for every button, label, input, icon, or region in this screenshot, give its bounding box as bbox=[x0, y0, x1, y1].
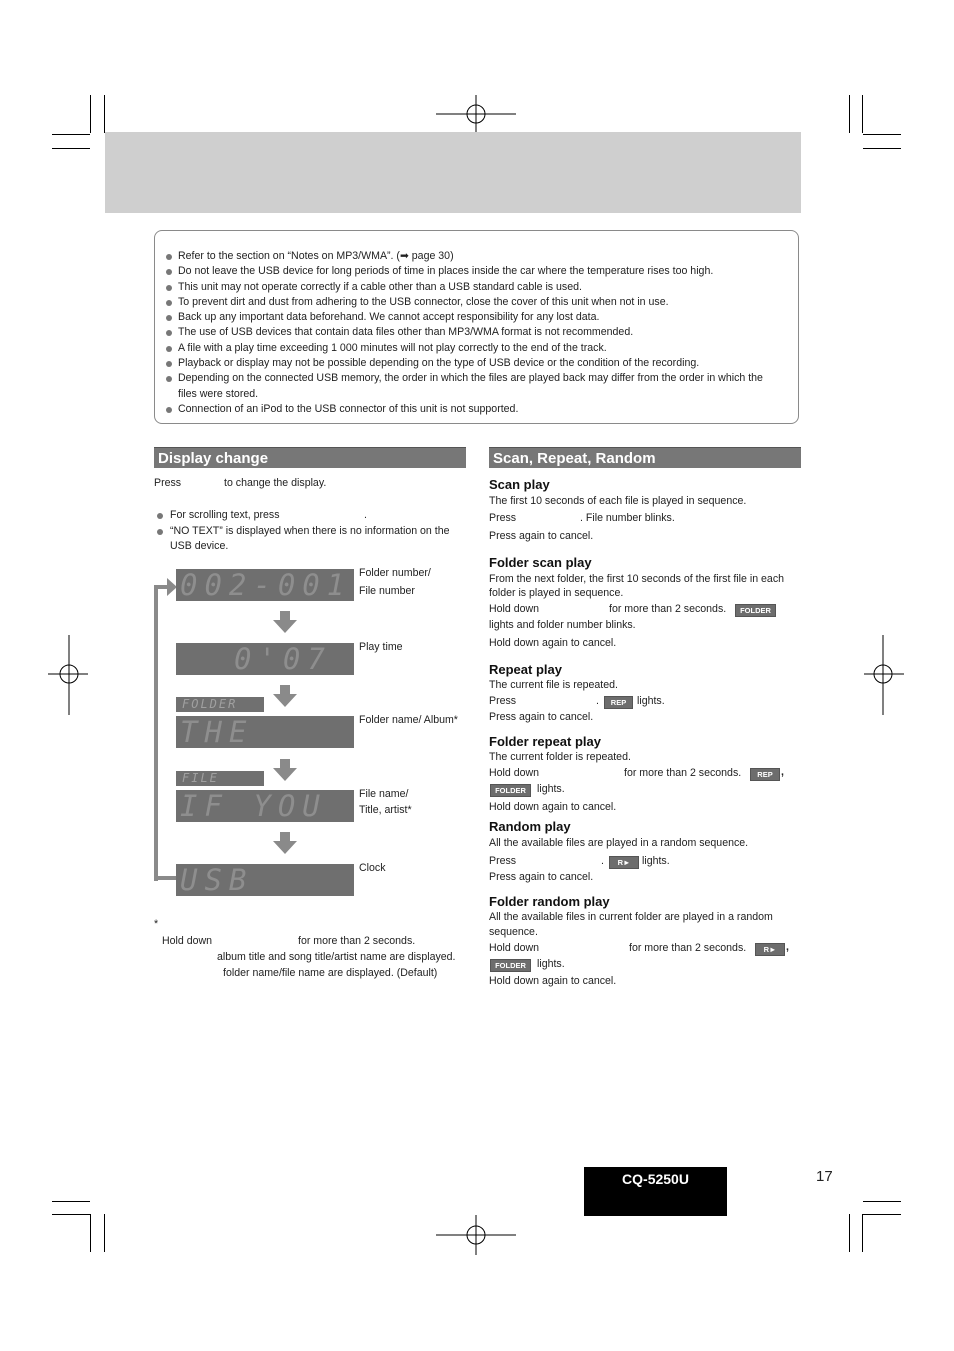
lcd-clock bbox=[176, 864, 354, 896]
random-indicator-badge: R► bbox=[609, 856, 639, 869]
lcd-small-text: FILE bbox=[182, 771, 219, 785]
footnote-duration: for more than 2 seconds. bbox=[298, 935, 416, 947]
note-item: This unit may not operate correctly if a cable other than a USB standard cable is used. bbox=[165, 280, 784, 295]
folder-indicator-badge: FOLDER bbox=[490, 959, 531, 972]
folder-scan-desc-1: From the next folder, the first 10 seconds of the first file in each bbox=[489, 573, 785, 585]
notes-box bbox=[154, 230, 799, 424]
folder-scan-cancel: Hold down again to cancel. bbox=[489, 637, 617, 649]
scan-play-desc: The first 10 seconds of each file is played in sequence. bbox=[489, 495, 747, 507]
footnote-hold-down: Hold down bbox=[162, 935, 213, 947]
note-item: Refer to the section on “Notes on MP3/WMA”. (➡ page 30) bbox=[165, 249, 784, 264]
display-bullet-notext-cont: USB device. bbox=[170, 540, 229, 552]
note-item: A file with a play time exceeding 1 000 minutes will not play correctly to the end of the track. bbox=[165, 341, 784, 356]
lcd-small-text: FOLDER bbox=[182, 697, 238, 711]
cycle-return-arrow bbox=[150, 575, 178, 885]
folder-repeat-comma: , bbox=[781, 766, 784, 778]
label-title-artist: Title, artist* bbox=[359, 804, 412, 816]
repeat-play-title: Repeat play bbox=[489, 662, 562, 677]
folder-random-cancel: Hold down again to cancel. bbox=[489, 975, 617, 987]
scan-play-title: Scan play bbox=[489, 477, 550, 492]
header-band bbox=[105, 132, 801, 213]
lcd-folder-file-number bbox=[176, 569, 354, 601]
folder-random-desc-1: All the available files in current folder are played in a random bbox=[489, 911, 773, 923]
lcd-text: THE bbox=[180, 716, 254, 748]
scan-play-cancel: Press again to cancel. bbox=[489, 530, 594, 542]
folder-repeat-lights: lights. bbox=[537, 783, 565, 795]
lcd-play-time bbox=[176, 643, 354, 675]
registration-mark-top bbox=[436, 95, 516, 135]
folder-indicator-badge: FOLDER bbox=[735, 604, 776, 617]
note-item: Playback or display may not be possible depending on the type of USB device or the condition of the recording. bbox=[165, 356, 784, 371]
display-press-label: Press bbox=[154, 477, 182, 489]
registration-mark-bottom bbox=[436, 1215, 516, 1255]
lcd-folder-name bbox=[176, 716, 354, 748]
folder-scan-title: Folder scan play bbox=[489, 555, 592, 570]
lcd-folder-indicator bbox=[176, 697, 264, 712]
registration-mark-right bbox=[864, 635, 904, 715]
folder-random-comma: , bbox=[786, 941, 789, 953]
down-arrow-icon bbox=[273, 611, 297, 633]
label-play-time: Play time bbox=[359, 641, 403, 653]
random-play-title: Random play bbox=[489, 819, 571, 834]
folder-repeat-cancel: Hold down again to cancel. bbox=[489, 801, 617, 813]
random-play-lights: lights. bbox=[642, 855, 670, 867]
footnote-album-option: album title and song title/artist name are displayed. bbox=[217, 951, 456, 963]
repeat-play-desc: The current file is repeated. bbox=[489, 679, 618, 691]
random-play-period: . bbox=[601, 855, 604, 867]
folder-random-lights: lights. bbox=[537, 958, 565, 970]
display-bullet-notext: “NO TEXT” is displayed when there is no information on the bbox=[170, 525, 450, 537]
scan-play-blinks: . File number blinks. bbox=[580, 512, 675, 524]
label-file-number: File number bbox=[359, 585, 415, 597]
page-number: 17 bbox=[816, 1168, 833, 1185]
note-item: The use of USB devices that contain data files other than MP3/WMA format is not recommended. bbox=[165, 325, 784, 340]
note-item: Do not leave the USB device for long periods of time in places inside the car where the temperature rises too high. bbox=[165, 264, 784, 279]
repeat-play-lights: lights. bbox=[637, 695, 665, 707]
folder-scan-duration: for more than 2 seconds. bbox=[609, 603, 727, 615]
display-press-rest: to change the display. bbox=[224, 477, 327, 489]
down-arrow-icon bbox=[273, 685, 297, 707]
folder-random-title: Folder random play bbox=[489, 894, 610, 909]
lcd-text: 002-001 bbox=[180, 569, 352, 601]
note-item: Connection of an iPod to the USB connector of this unit is not supported. bbox=[165, 402, 784, 417]
scan-play-press: Press bbox=[489, 512, 517, 524]
folder-random-hold: Hold down bbox=[489, 942, 540, 954]
note-item: Depending on the connected USB memory, the order in which the files are played back may differ from the order in which the files were stored. bbox=[165, 371, 784, 402]
folder-random-desc-2: sequence. bbox=[489, 926, 538, 938]
random-play-cancel: Press again to cancel. bbox=[489, 871, 594, 883]
label-folder-number: Folder number/ bbox=[359, 567, 431, 579]
lcd-text: USB bbox=[180, 864, 254, 896]
folder-random-duration: for more than 2 seconds. bbox=[629, 942, 747, 954]
note-item: To prevent dirt and dust from adhering to the USB connector, close the cover of this unit when not in use. bbox=[165, 295, 784, 310]
down-arrow-icon bbox=[273, 759, 297, 781]
model-number-badge: CQ-5250U bbox=[584, 1167, 727, 1216]
down-arrow-icon bbox=[273, 832, 297, 854]
folder-repeat-title: Folder repeat play bbox=[489, 734, 601, 749]
lcd-file-name bbox=[176, 790, 354, 822]
rep-indicator-badge: REP bbox=[750, 768, 780, 781]
folder-scan-hold: Hold down bbox=[489, 603, 540, 615]
registration-mark-left bbox=[48, 635, 88, 715]
note-item: Back up any important data beforehand. We cannot accept responsibility for any lost data. bbox=[165, 310, 784, 325]
scan-repeat-random-heading: Scan, Repeat, Random bbox=[489, 447, 801, 468]
repeat-play-press: Press bbox=[489, 695, 517, 707]
random-play-press: Press bbox=[489, 855, 517, 867]
rep-indicator-badge: REP bbox=[604, 696, 633, 709]
display-bullet-scroll: For scrolling text, press bbox=[170, 509, 280, 521]
lcd-file-indicator bbox=[176, 771, 264, 786]
folder-scan-lights: lights and folder number blinks. bbox=[489, 619, 636, 631]
folder-repeat-duration: for more than 2 seconds. bbox=[624, 767, 742, 779]
footnote-mark: * bbox=[154, 918, 159, 930]
repeat-play-period: . bbox=[596, 695, 599, 707]
folder-repeat-hold: Hold down bbox=[489, 767, 540, 779]
label-file-name: File name/ bbox=[359, 788, 409, 800]
label-clock: Clock bbox=[359, 862, 386, 874]
display-bullet-scroll-end: . bbox=[364, 509, 367, 521]
random-play-desc: All the available files are played in a random sequence. bbox=[489, 837, 749, 849]
folder-repeat-desc: The current folder is repeated. bbox=[489, 751, 631, 763]
repeat-play-cancel: Press again to cancel. bbox=[489, 711, 594, 723]
folder-indicator-badge: FOLDER bbox=[490, 784, 531, 797]
lcd-text: 0'07 bbox=[234, 643, 332, 675]
footnote-folder-option: folder name/file name are displayed. (Default) bbox=[223, 967, 438, 979]
lcd-text: IF YOU bbox=[180, 790, 327, 822]
display-change-heading: Display change bbox=[154, 447, 466, 468]
label-folder-name-album: Folder name/ Album* bbox=[359, 714, 458, 726]
folder-scan-desc-2: folder is played in sequence. bbox=[489, 587, 624, 599]
random-indicator-badge: R► bbox=[755, 943, 785, 956]
